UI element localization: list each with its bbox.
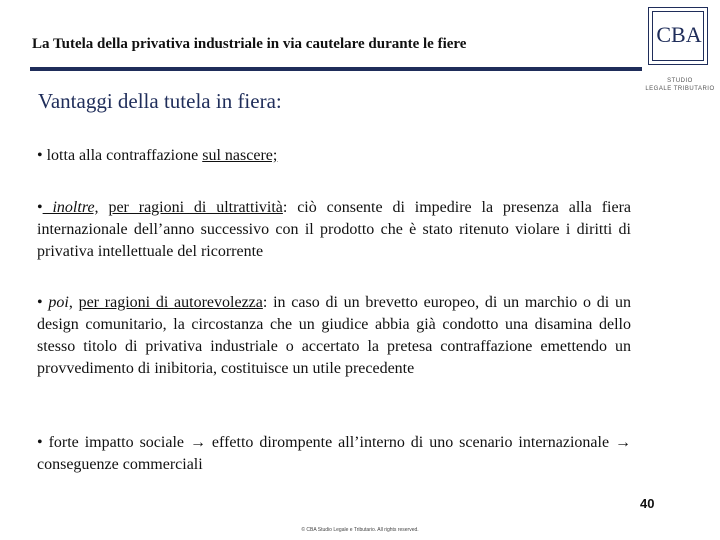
bullet-1-text: • lotta alla contraffazione (37, 147, 203, 164)
logo-subtitle-1: STUDIO (667, 78, 693, 84)
logo-frame (648, 7, 708, 65)
bullet-4 (37, 432, 631, 476)
slide-title: Vantaggi della tutela in fiera: (38, 89, 282, 113)
bullet-2-italic: inoltre, (42, 199, 99, 216)
bullet-3-text: : in caso di un brevetto europeo, di un marchio o di un design comunitario, la circostanza che un giudice abbia già condotto una disamina dello stesso titolo di privativa industriale o accertato la pretesa contraffazione emettendo un provvedimento di inibitoria, costituisce un utile precedente (37, 294, 631, 377)
bullet-3-comma: , (68, 294, 79, 311)
bullet-1 (37, 145, 631, 167)
bullet-1-underlined: sul nascere; (202, 147, 278, 164)
bullet-2-text: : ciò consente di impedire la presenza alla fiera internazionale dell’anno successivo con il prodotto che è stato ritenuto violare i diritti di privativa intellettuale del ricorrente (37, 199, 632, 260)
bullet-3-marker: • (37, 294, 49, 311)
bullet-2-space (99, 199, 109, 216)
bullet-2 (37, 197, 631, 263)
header-title: La Tutela della privativa industriale in via cautelare durante le fiere (32, 36, 467, 52)
logo-subtitle-2: LEGALE TRIBUTARIO (645, 86, 715, 92)
arrow-right-icon: → (189, 434, 206, 451)
arrow-right-icon: → (615, 434, 632, 451)
cba-logo (645, 5, 713, 95)
bullet-4-text-1: • forte impatto sociale (37, 434, 190, 451)
page-number: 40 (640, 496, 655, 511)
bullet-3-underlined: per ragioni di autorevolezza (78, 294, 263, 311)
bullet-4-text-2: effetto dirompente all’interno di uno scenario internazionale (205, 434, 616, 451)
bullet-2-underlined: per ragioni di ultrattività (108, 199, 283, 216)
header-divider (30, 67, 642, 71)
bullet-2-marker: • (37, 199, 43, 216)
bullet-3 (37, 292, 631, 380)
footer-copyright: © CBA Studio Legale e Tributario. All rights reserved. (301, 527, 419, 533)
logo-text: CBA (656, 22, 702, 47)
bullet-4-text-3: conseguenze commerciali (37, 456, 203, 473)
bullet-3-italic: poi (48, 294, 69, 311)
